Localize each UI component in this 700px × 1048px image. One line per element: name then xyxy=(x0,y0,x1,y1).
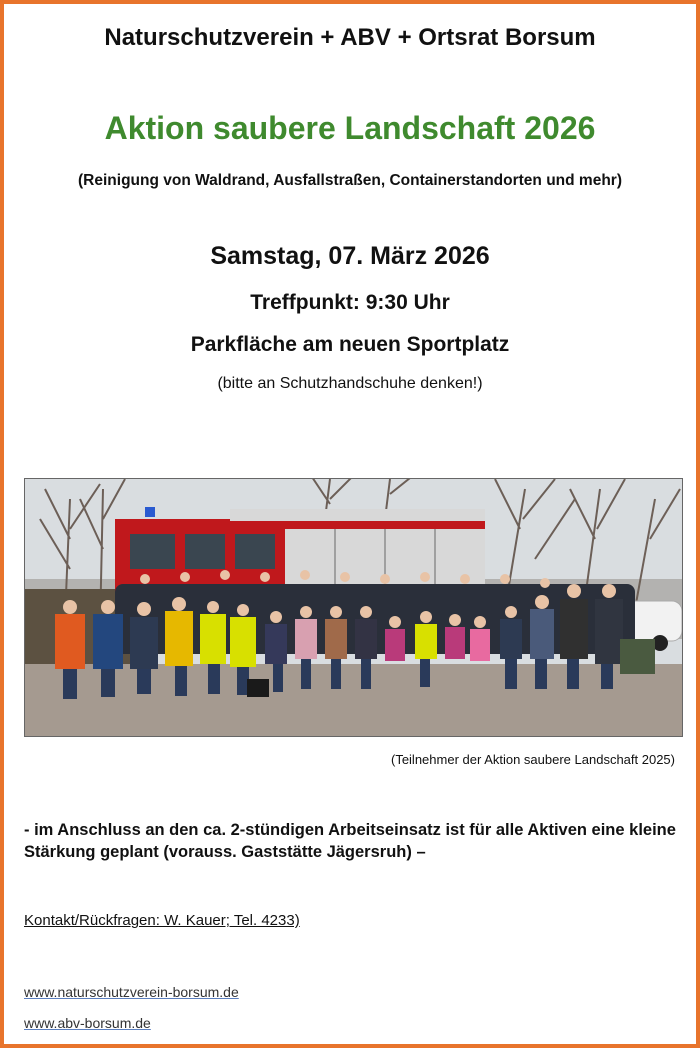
organizers-heading: Naturschutzverein + ABV + Ortsrat Borsum xyxy=(104,24,596,51)
gloves-reminder: (bitte an Schutzhandschuhe denken!) xyxy=(217,375,483,392)
meeting-location: Parkfläche am neuen Sportplatz xyxy=(190,333,510,356)
link-naturschutzverein[interactable]: www.naturschutzverein-borsum.de xyxy=(24,984,239,1000)
contact-info: Kontakt/Rückfragen: W. Kauer; Tel. 4233) xyxy=(24,912,300,929)
link-abv[interactable]: www.abv-borsum.de xyxy=(24,1015,151,1031)
group-photo xyxy=(24,478,683,737)
page-title: Aktion saubere Landschaft 2026 xyxy=(104,110,596,146)
event-date: Samstag, 07. März 2026 xyxy=(210,242,490,270)
meeting-time: Treffpunkt: 9:30 Uhr xyxy=(250,291,450,314)
subtitle: (Reinigung von Waldrand, Ausfallstraßen, Containerstandorten und mehr) xyxy=(78,172,622,189)
refreshment-info: - im Anschluss an den ca. 2-stündigen Arbeitseinsatz ist für alle Aktiven eine kleine Stärkung geplant (vorauss. Gaststätte Jägersruh) – xyxy=(24,821,676,861)
photo-caption: (Teilnehmer der Aktion saubere Landschaft 2025) xyxy=(390,752,675,767)
